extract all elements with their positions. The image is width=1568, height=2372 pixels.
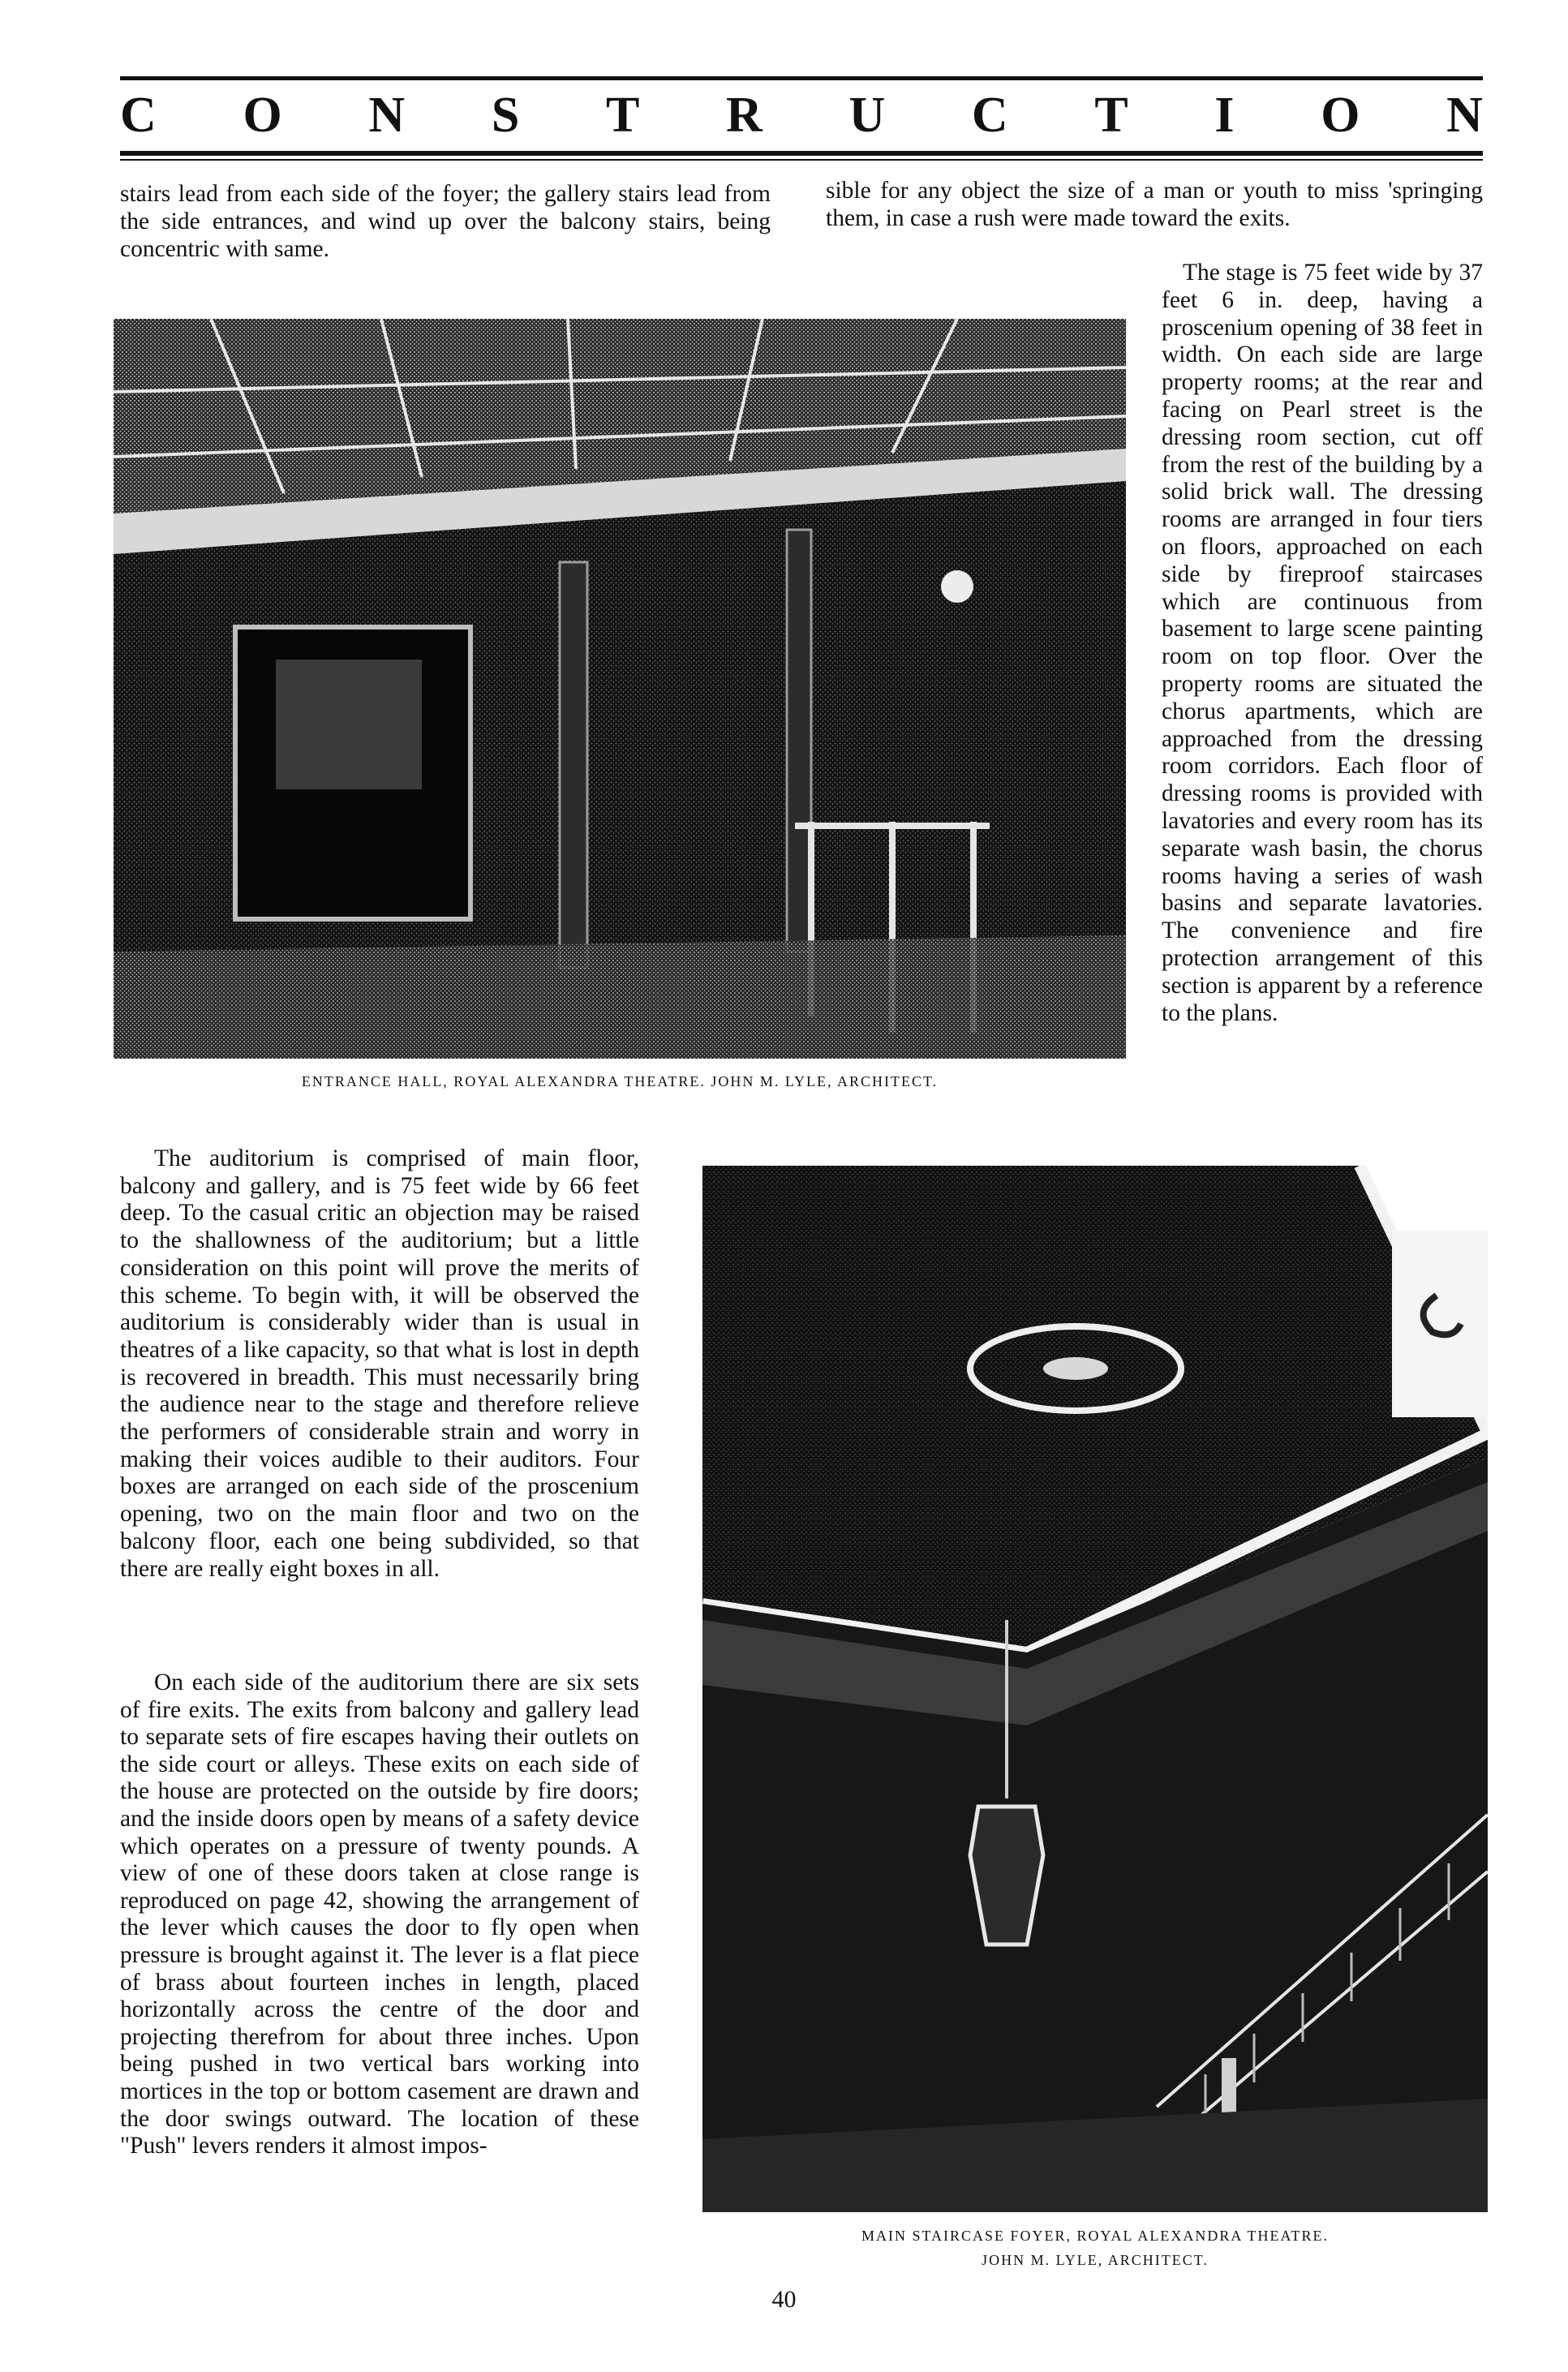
masthead-letter: I <box>1214 87 1235 143</box>
masthead-letter: R <box>726 87 763 143</box>
page-number: 40 <box>771 2286 797 2313</box>
entrance-hall-caption: ENTRANCE HALL, ROYAL ALEXANDRA THEATRE. JOHN M. LYLE, ARCHITECT. <box>301 1073 939 1089</box>
masthead-letter: T <box>1094 87 1128 143</box>
masthead-letter: N <box>368 87 406 143</box>
staircase-foyer-illustration <box>702 1166 1488 2212</box>
right-top-paragraph: sible for any object the size of a man or youth to miss 'springing them, in case a rush were made toward the exits. <box>826 178 1483 231</box>
masthead-letter: U <box>848 87 886 143</box>
left-top-paragraph: stairs lead from each side of the foyer; the gallery stairs lead from the side entrances, and wind up over the balcony stairs, being concentric with same. <box>120 181 771 262</box>
staircase-foyer-caption-line2: JOHN M. LYLE, ARCHITECT. <box>982 2252 1209 2268</box>
fire-exits-paragraph: On each side of the auditorium there are six sets of fire exits. The exits from balcony and gallery lead to separate sets of fire escapes having their outlets on the side court or alleys. These exits on each side of the house are protected on the outside by fire doors; and the inside doors open by means of a safety device which operates on a pressure of twenty pounds. A view of one of these doors taken at close range is reproduced on page 42, showing the arrangement of the lever which causes the door to fly open when pressure is brought against it. The lever is a flat piece of brass about fourteen inches in length, placed horizontally across the centre of the door and projecting therefrom for about three inches. Upon being pushed in two vertical bars working into mortices in the top or bottom casement are drawn and the door swings outward. The location of these "Push" levers renders it almost impos- <box>120 1669 639 2159</box>
masthead-letter: S <box>491 87 520 143</box>
masthead-rule-bottom-thin <box>120 159 1483 161</box>
stage-paragraph: The stage is 75 feet wide by 37 feet 6 in. deep, having a proscenium opening of 38 feet in width. On each side are large property rooms; at the rear and facing on Pearl street is the dressing room section, cut off from the rest of the building by a solid brick wall. The dressing rooms are arranged in four tiers on floors, approached on each side by fireproof staircases which are continuous from basement to large scene painting room on top floor. Over the property rooms are situated the chorus apartments, which are approached from the dressing room corridors. Each floor of dressing rooms is provided with lavatories and every room has its separate wash basin, the chorus rooms having a series of wash basins and separate lavatories. The convenience and fire protection arrangement of this section is apparent by a reference to the plans. <box>1162 260 1483 1026</box>
masthead-letter: T <box>605 87 640 143</box>
auditorium-paragraph: The auditorium is comprised of main floor, balcony and gallery, and is 75 feet wide by 66 feet deep. To the casual critic an objection may be raised to the shallowness of the auditorium; but a little consideration on this point will prove the merits of this scheme. To begin with, it will be observed the auditorium is considerably wider than is usual in theatres of a like capacity, so that what is lost in depth is recovered in breadth. This must necessarily bring the audience near to the stage and therefore relieve the performers of considerable strain and worry in making their voices audible to their auditors. Four boxes are arranged on each side of the proscenium opening, two on the main floor and two on the balcony floor, each one being subdivided, so that there are really eight boxes in all. <box>120 1145 639 1582</box>
masthead-letter: O <box>1321 87 1360 143</box>
masthead-letter: C <box>971 87 1008 143</box>
masthead-letter: C <box>120 87 157 143</box>
masthead-letter: O <box>243 87 282 143</box>
entrance-hall-photo <box>114 319 1126 1059</box>
staircase-foyer-caption-line1: MAIN STAIRCASE FOYER, ROYAL ALEXANDRA THEATRE. <box>861 2228 1330 2244</box>
masthead-rule-top <box>120 76 1483 80</box>
entrance-hall-illustration <box>114 319 1126 1059</box>
staircase-foyer-photo <box>702 1166 1488 2212</box>
masthead-letter: N <box>1446 87 1483 143</box>
masthead-title <box>120 81 1483 149</box>
masthead-rule-bottom <box>120 151 1483 156</box>
